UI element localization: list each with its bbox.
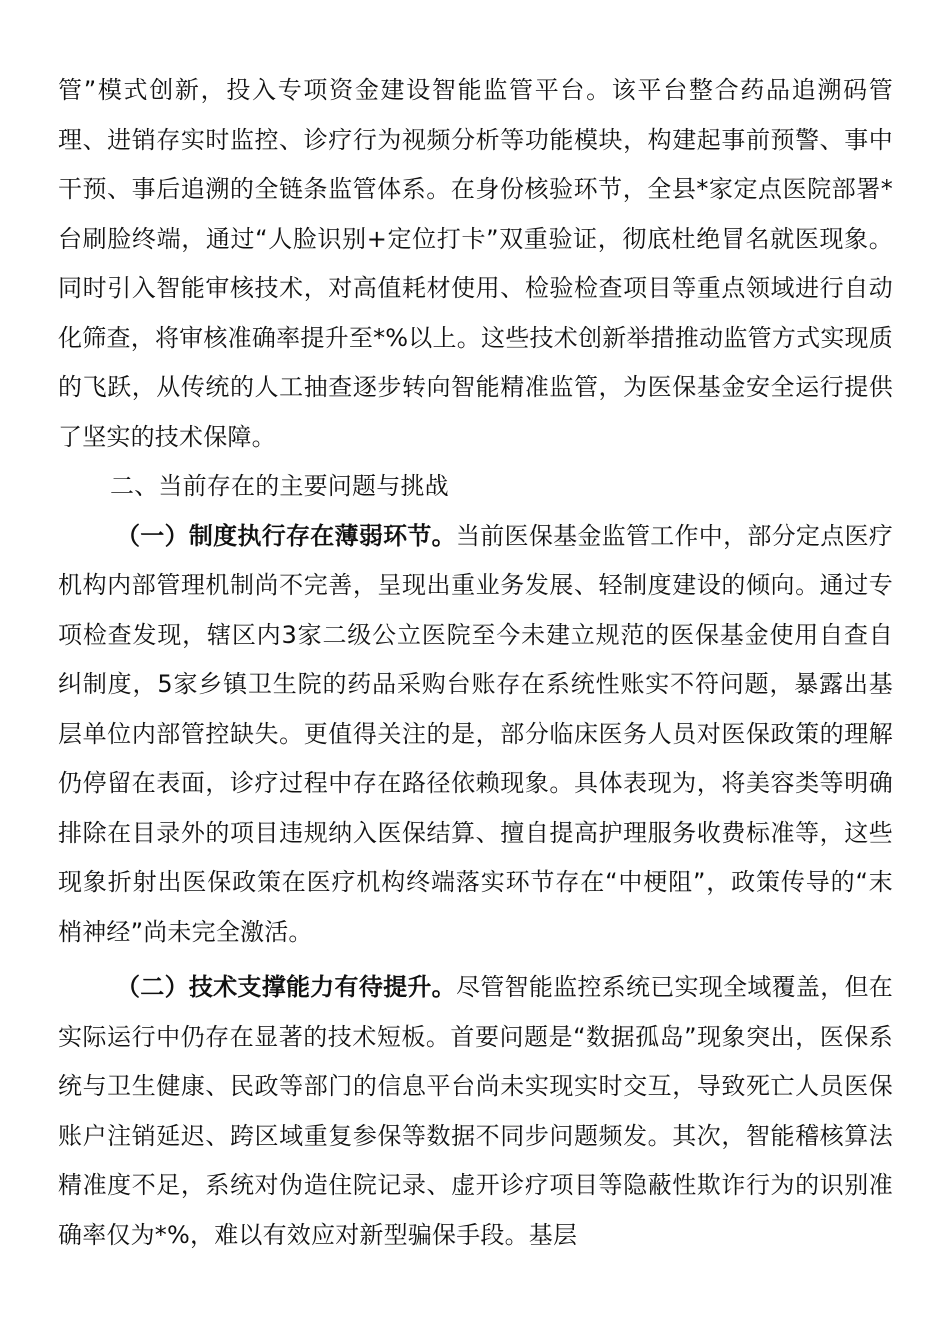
subsection-heading-institution: （一）制度执行存在薄弱环节。 — [116, 521, 456, 550]
paragraph-technical-support — [58, 963, 893, 1260]
paragraph-smart-supervision: 管”模式创新，投入专项资金建设智能监管平台。该平台整合药品追溯码管理、进销存实时监控、诊疗行为视频分析等功能模块，构建起事前预警、事中干预、事后追溯的全链条监管体系。在身份核验环节，全县*家定点医院部署*台刷脸终端，通过“人脸识别+定位打卡”双重验证，彻底杜绝冒名就医现象。同时引入智能审核技术，对高值耗材使用、检验检查项目等重点领域进行自动化筛查，将审核准确率提升至*%以上。这些技术创新举措推动监管方式实现质的飞跃，从传统的人工抽查逐步转向智能精准监管，为医保基金安全运行提供了坚实的技术保障。 — [58, 76, 893, 451]
document-body — [58, 66, 893, 1260]
subsection-text-institution: 当前医保基金监管工作中，部分定点医疗机构内部管理机制尚不完善，呈现出重业务发展、轻制度建设的倾向。通过专项检查发现，辖区内3家二级公立医院至今未建立规范的医保基金使用自查自纠制度，5家乡镇卫生院的药品采购台账存在系统性账实不符问题，暴露出基层单位内部管控缺失。更值得关注的是，部分临床医务人员对医保政策的理解仍停留在表面，诊疗过程中存在路径依赖现象。具体表现为，将美容类等明确排除在目录外的项目违规纳入医保结算、擅自提高护理服务收费标准等，这些现象折射出医保政策在医疗机构终端落实环节存在“中梗阻”，政策传导的“末梢神经”尚未完全激活。 — [58, 521, 893, 946]
section-heading: 二、当前存在的主要问题与挑战 — [110, 472, 449, 500]
subsection-heading-technical: （二）技术支撑能力有待提升。 — [116, 973, 456, 1001]
paragraph-institution-execution — [58, 512, 893, 958]
subsection-text-technical: 尽管智能监控系统已实现全域覆盖，但在实际运行中仍存在显著的技术短板。首要问题是“数据孤岛”现象突出，医保系统与卫生健康、民政等部门的信息平台尚未实现实时交互，导致死亡人员医保账户注销延迟、跨区域重复参保等数据不同步问题频发。其次，智能稽核算法精准度不足，系统对伪造住院记录、虚开诊疗项目等隐蔽性欺诈行为的识别准确率仅为*%，难以有效应对新型骗保手段。基层 — [58, 973, 893, 1249]
